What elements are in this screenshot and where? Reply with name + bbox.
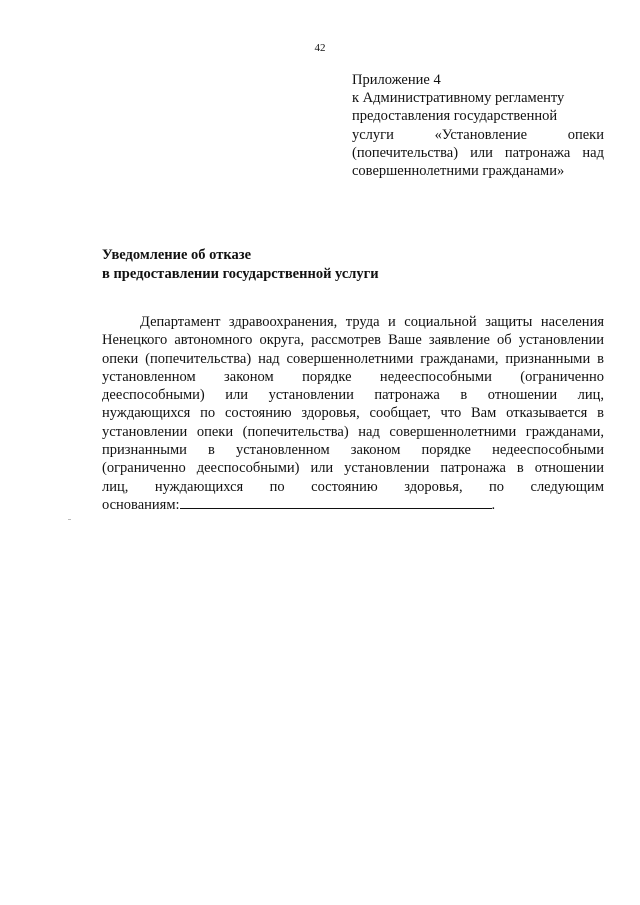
scan-artifact-mark (68, 519, 71, 520)
appendix-line: (попечительства) или патронажа над (352, 144, 604, 161)
appendix-line: услуги «Установление опеки (352, 126, 604, 143)
title-line: в предоставлении государственной услуги (102, 265, 379, 282)
grounds-label: основаниям: (102, 496, 180, 513)
appendix-line: Приложение 4 (352, 72, 441, 88)
grounds-blank-line (180, 496, 492, 509)
grounds-end: . (491, 496, 496, 513)
body-line: Ненецкого автономного округа, рассмотрев Ваше заявление об установлении (102, 332, 604, 349)
page-number: 42 (314, 42, 326, 54)
body-line: дееспособными) или установлении патронажа в отношении лиц, (102, 387, 604, 404)
body-line: установленном законом порядке недееспособными (ограниченно (102, 368, 604, 385)
appendix-line: к Административному регламенту (352, 90, 565, 107)
body-line: опеки (попечительства) над совершеннолетними гражданами, признанными в (102, 350, 604, 367)
appendix-header (352, 71, 604, 180)
appendix-line: предоставления государственной (352, 108, 558, 125)
notice-body (102, 313, 604, 514)
body-line: (ограниченно дееспособными) или установлении патронажа в отношении (102, 460, 604, 477)
title-line: Уведомление об отказе (102, 247, 252, 263)
body-line: Департамент здравоохранения, труда и социальной защиты населения (140, 314, 604, 330)
body-line: признанными в установленном законом порядке недееспособными (102, 442, 604, 459)
body-line: установлении опеки (попечительства) над совершеннолетними гражданами, (102, 423, 604, 440)
appendix-line: совершеннолетними гражданами» (352, 163, 565, 180)
grounds-line (102, 496, 604, 514)
document-title (102, 246, 379, 283)
body-line: нуждающихся по состоянию здоровья, сообщает, что Вам отказывается в (102, 405, 604, 422)
body-line: лиц, нуждающихся по состоянию здоровья, по следующим (102, 478, 604, 495)
